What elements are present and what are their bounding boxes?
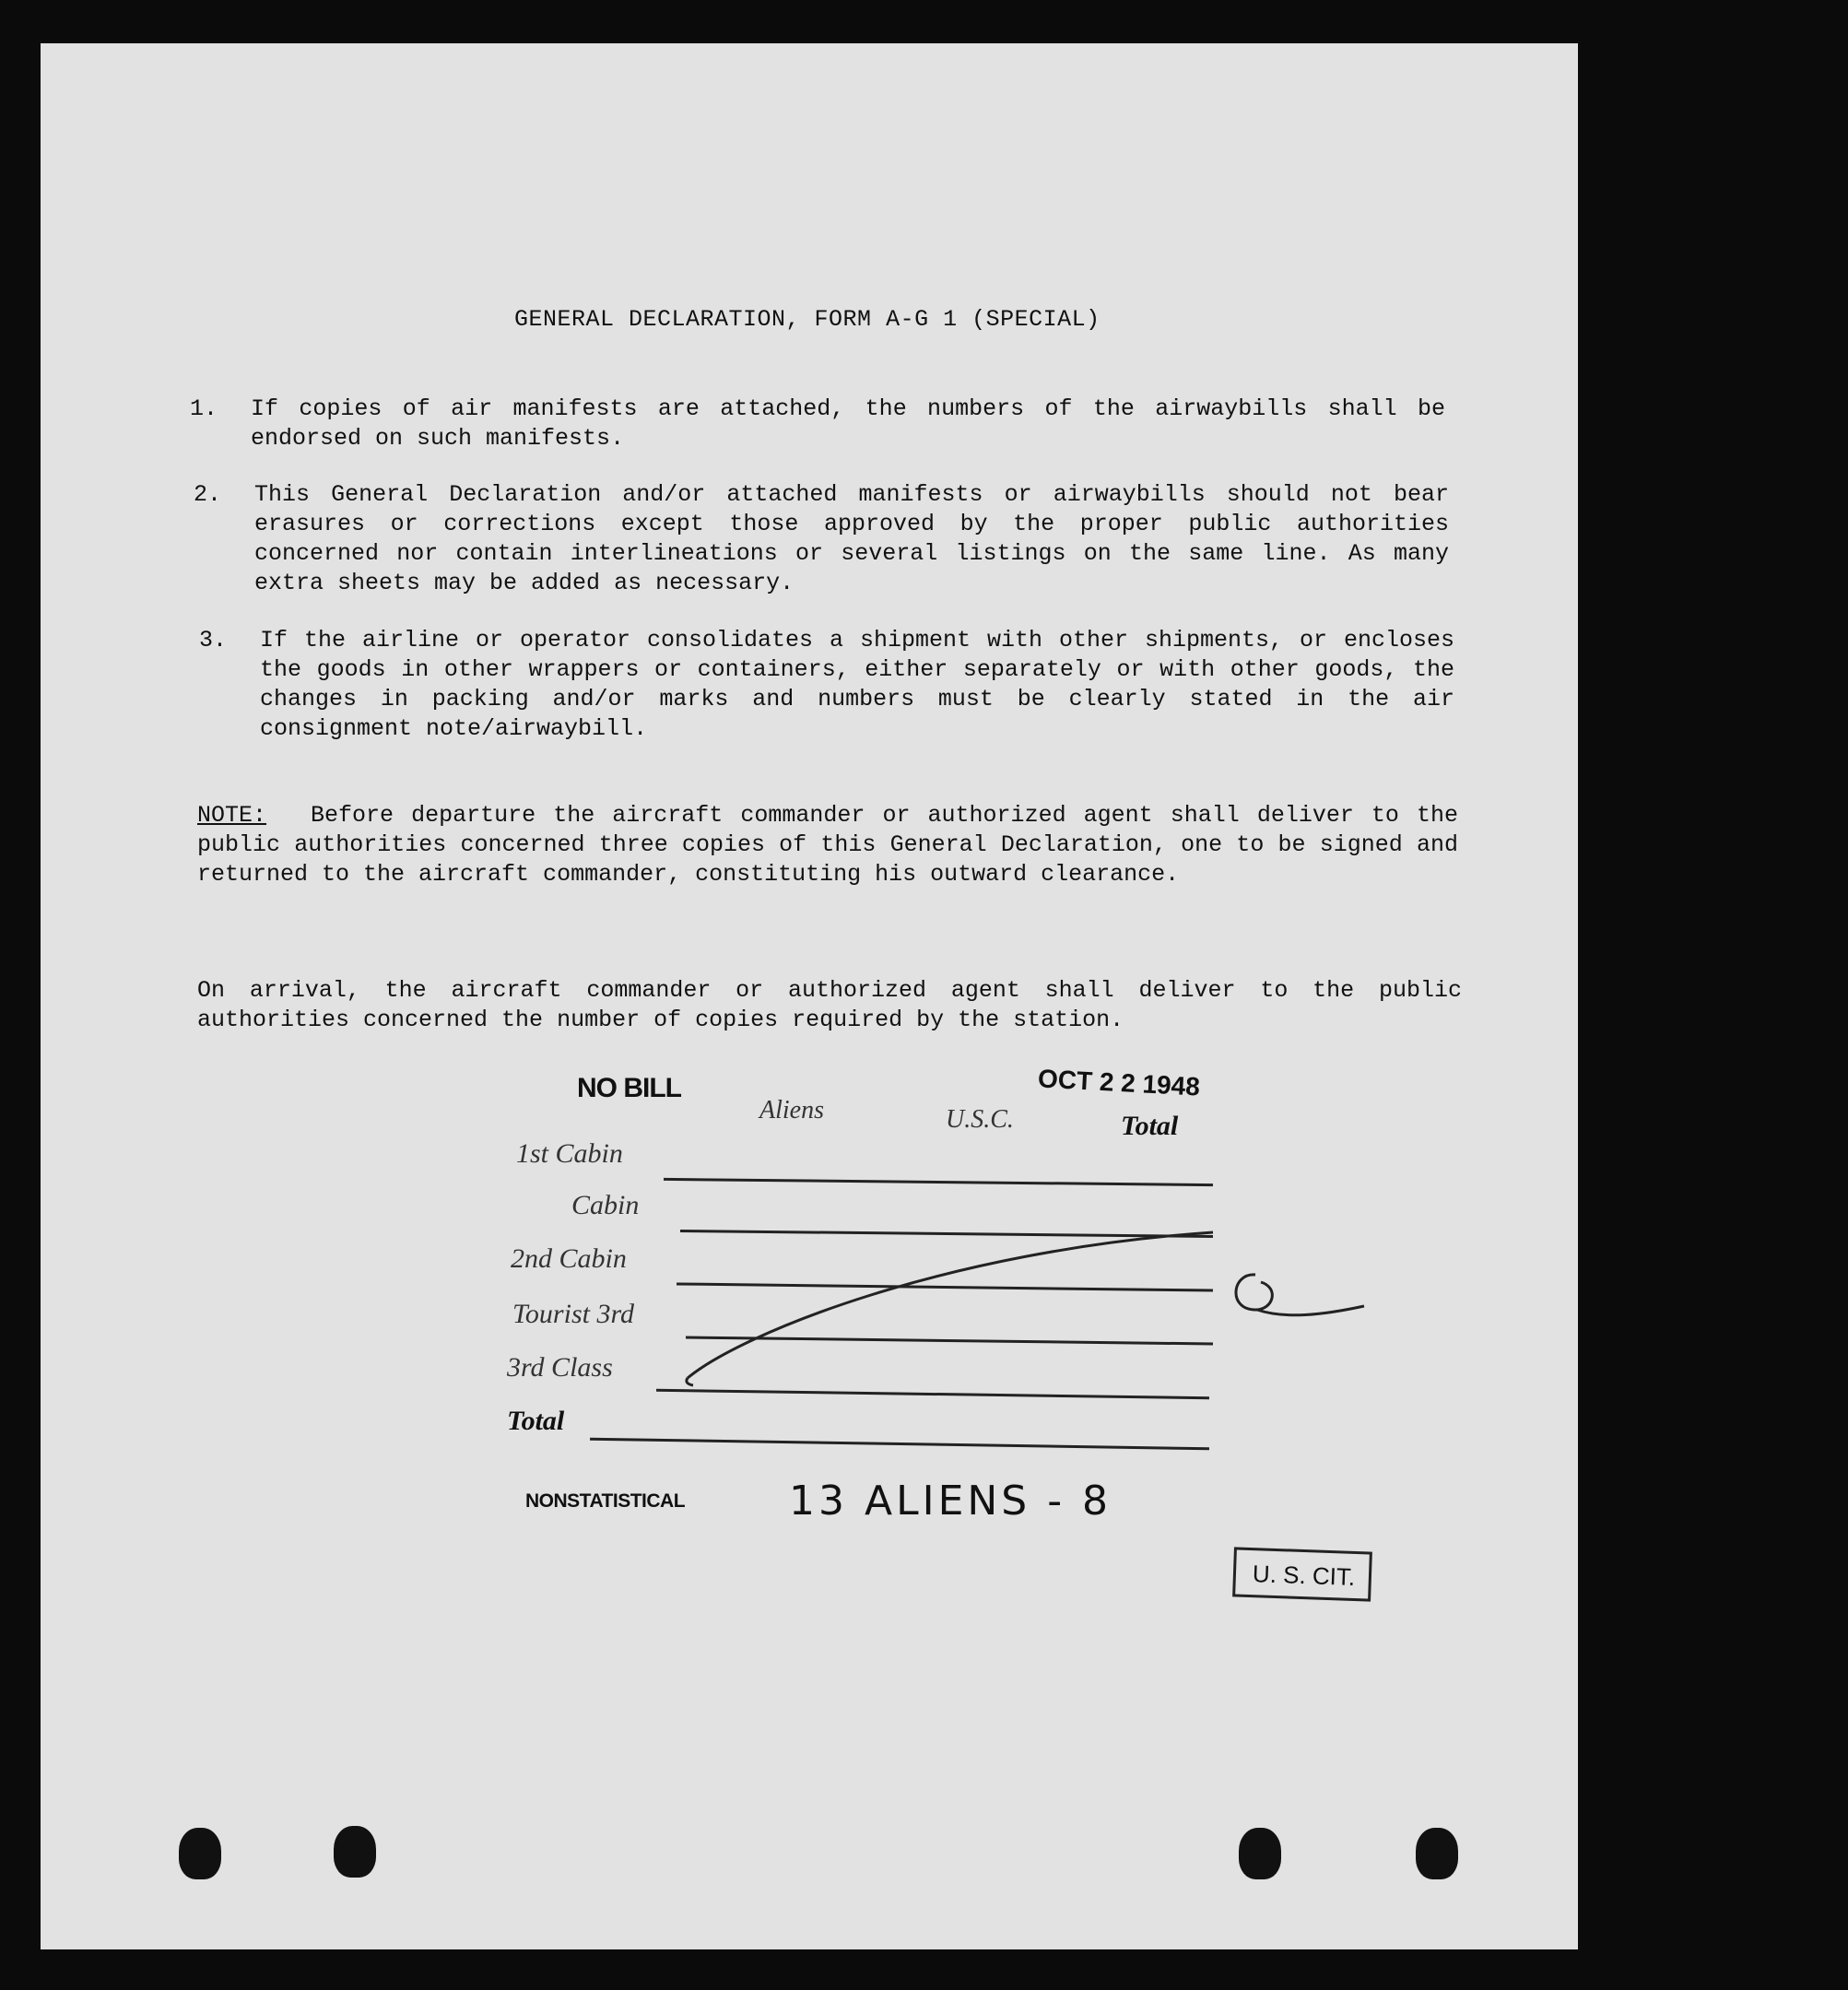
punch-hole	[1416, 1828, 1458, 1879]
nonstatistical-stamp: NONSTATISTICAL	[525, 1490, 686, 1512]
item-text: If copies of air manifests are attached, the numbers of the airwaybills shall be endorsed on such manifests.	[251, 395, 1445, 452]
column-total: Total	[1121, 1111, 1179, 1141]
note-text: Before departure the aircraft commander or authorized agent shall deliver to the public authorities concerned three copies of this General Declaration, one to be signed and returned to the aircraft commander, constituting his outward clearance.	[197, 802, 1458, 888]
arrival-paragraph: On arrival, the aircraft commander or authorized agent shall deliver to the public authorities concerned the number of copies required by the station.	[197, 977, 1462, 1033]
column-usc: U.S.C.	[946, 1105, 1014, 1134]
document-page	[41, 43, 1578, 1949]
item-text: This General Declaration and/or attached manifests or airwaybills should not bear erasures or corrections except those approved by the proper public authorities concerned nor contain interlineations or several listings on the same line. As many extra sheets may be added as necessary.	[254, 481, 1449, 596]
item-number: 3.	[199, 627, 228, 654]
row-label-total: Total	[507, 1406, 565, 1436]
item-number: 2.	[194, 481, 222, 508]
punch-hole	[1239, 1828, 1281, 1879]
row-label-1st-cabin: 1st Cabin	[516, 1138, 623, 1169]
row-label-2nd-cabin: 2nd Cabin	[511, 1243, 627, 1274]
punch-hole	[179, 1828, 221, 1879]
row-label-tourist-3rd: Tourist 3rd	[512, 1299, 635, 1329]
item-number: 1.	[190, 395, 218, 422]
row-label-3rd-class: 3rd Class	[507, 1352, 613, 1383]
no-bill-stamp: NO BILL	[577, 1073, 681, 1103]
note-label: NOTE:	[197, 802, 267, 829]
pen-stroke-diagonal	[41, 43, 1578, 1949]
punch-hole	[334, 1826, 376, 1878]
handwritten-count: 13 ALIENS - 8	[789, 1478, 1112, 1525]
row-label-cabin: Cabin	[571, 1190, 640, 1220]
item-text: If the airline or operator consolidates a shipment with other shipments, or encloses the goods in other wrappers or containers, either separately or with other goods, the changes in packing and/or marks and numbers must be clearly stated in the air consignment note/airwaybill.	[260, 627, 1454, 742]
column-aliens: Aliens	[759, 1096, 824, 1125]
date-stamp: OCT 2 2 1948	[1037, 1064, 1201, 1101]
document-title: GENERAL DECLARATION, FORM A-G 1 (SPECIAL)	[514, 306, 1101, 333]
us-cit-text: U. S. CIT.	[1252, 1560, 1356, 1591]
us-cit-stamp	[1232, 1547, 1372, 1601]
